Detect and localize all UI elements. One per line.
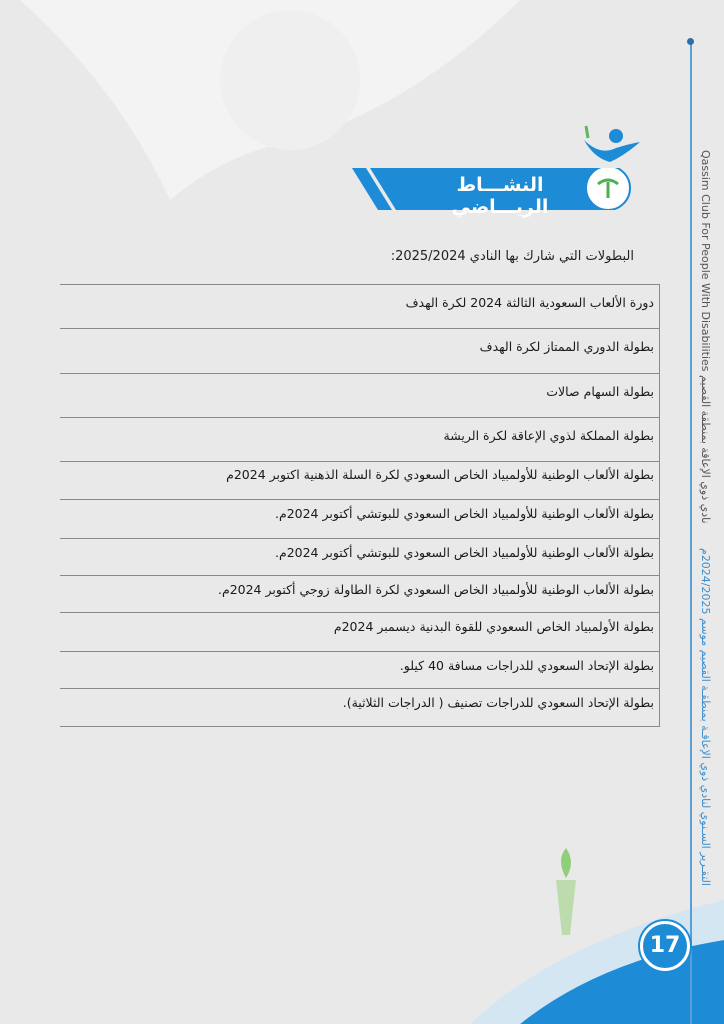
table-row: بطولة الألعاب الوطنية للأولمبياد الخاص السعودي للبوتشي أكتوبر 2024م. bbox=[60, 538, 660, 575]
intro-text: البطولات التي شارك بها النادي 2025/2024: bbox=[390, 249, 634, 264]
table-row: دورة الألعاب السعودية الثالثة 2024 لكرة الهدف bbox=[60, 284, 660, 328]
table-row: بطولة الإتحاد السعودي للدراجات تصنيف ( الدراجات الثلاثية). bbox=[60, 688, 660, 727]
section-title: النشـــاط الريـــاضي bbox=[451, 174, 549, 218]
report-title-vertical: التقـرير السـنوي لنادي ذوي الإعاقـة بمنطقـة القصيم موسم 2024/2025م bbox=[699, 548, 712, 886]
table-row: بطولة السهام صالات bbox=[60, 373, 660, 417]
page-number: 17 bbox=[640, 921, 690, 971]
torch-icon bbox=[556, 848, 576, 935]
table-row: بطولة الألعاب الوطنية للأولمبياد الخاص السعودي للبوتشي أكتوبر 2024م. bbox=[60, 499, 660, 538]
club-name-vertical: نادي ذوي الإعاقة بمنطقة القصيم Qassim Club For People With Disabilities bbox=[699, 150, 712, 524]
table-row: بطولة الألعاب الوطنية للأولمبياد الخاص السعودي لكرة الطاولة زوجي أكتوبر 2024م. bbox=[60, 575, 660, 612]
table-row: بطولة الإتحاد السعودي للدراجات مسافة 40 كيلو. bbox=[60, 651, 660, 688]
table-row: بطولة الدوري الممتاز لكرة الهدف bbox=[60, 328, 660, 373]
club-logo-figure-icon bbox=[580, 122, 642, 172]
side-rule-dot bbox=[687, 38, 694, 45]
table-row: بطولة المملكة لذوي الإعاقة لكرة الريشة bbox=[60, 417, 660, 461]
table-row: بطولة الأولمبياد الخاص السعودي للقوة البدنية ديسمبر 2024م bbox=[60, 612, 660, 651]
table-row: بطولة الألعاب الوطنية للأولمبياد الخاص السعودي لكرة السلة الذهنية اكتوبر 2024م bbox=[60, 461, 660, 499]
championships-table bbox=[60, 284, 660, 727]
figure-head bbox=[220, 10, 360, 150]
side-rule bbox=[690, 40, 692, 1024]
